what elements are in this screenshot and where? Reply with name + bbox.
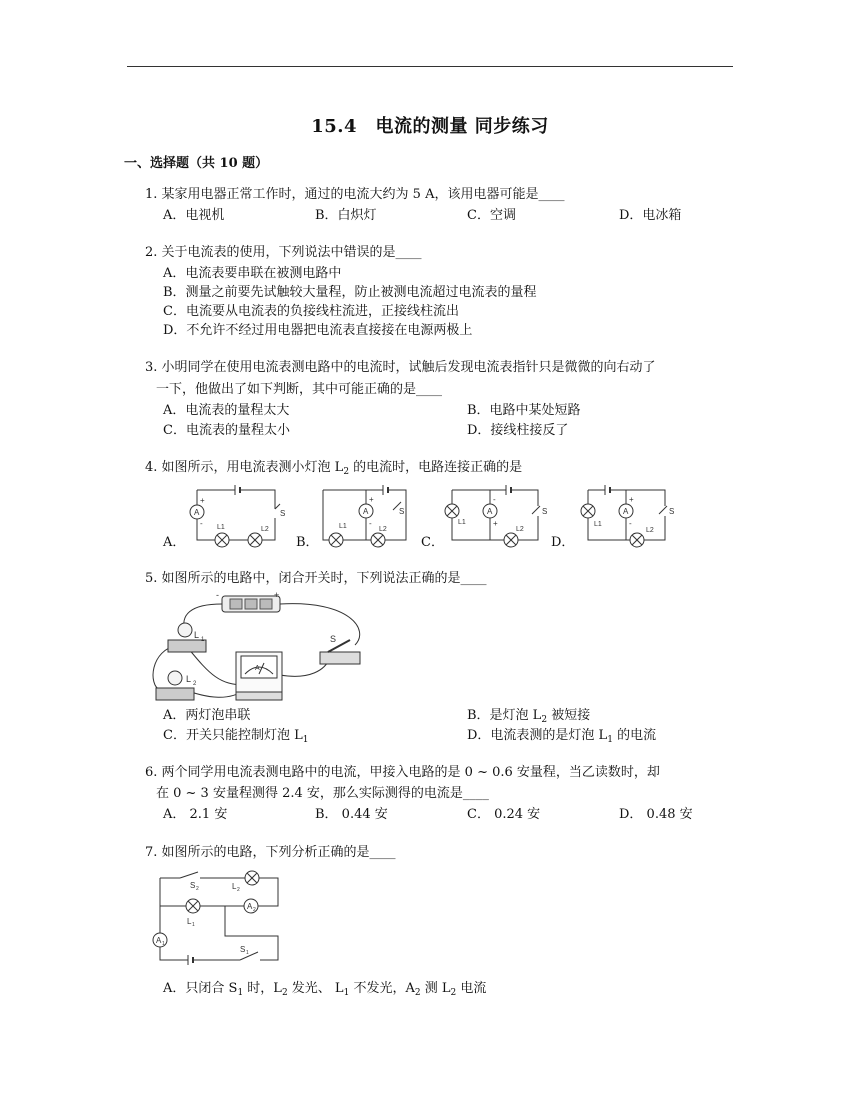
svg-text:L1: L1 (339, 523, 347, 530)
ammeter-label: A (194, 508, 200, 517)
svg-text:L: L (187, 917, 192, 926)
q5-circuit-figure (150, 590, 380, 705)
svg-text:+: + (493, 519, 498, 528)
q6-stem-line1: 6. 两个同学用电流表测电路中的电流，甲接入电路的是 0 ~ 0.6 安量程，当乙读数时，却 (145, 765, 660, 780)
svg-text:L1: L1 (594, 521, 602, 528)
q4-option-a[interactable]: A． (163, 535, 186, 550)
svg-text:A: A (247, 902, 253, 911)
q4-option-b[interactable]: B． (296, 535, 319, 550)
page-title: 15.4 电流的测量 同步练习 (311, 116, 549, 137)
q6-option-c[interactable]: C． 0.24 安 (467, 807, 541, 822)
q3-option-d[interactable]: D．接线柱接反了 (467, 423, 569, 438)
q6-option-d[interactable]: D． 0.48 安 (619, 807, 693, 822)
svg-text:1: 1 (162, 941, 165, 947)
svg-text:2: 2 (253, 907, 256, 913)
svg-text:-: - (369, 519, 372, 528)
q7-stem: 7. 如图所示的电路，下列分析正确的是____ (145, 845, 396, 860)
svg-text:S: S (240, 945, 246, 954)
svg-text:S: S (330, 634, 337, 644)
q3-option-b[interactable]: B．电路中某处短路 (467, 403, 581, 418)
svg-text:L2: L2 (261, 526, 269, 533)
q1-option-b[interactable]: B．白炽灯 (315, 208, 377, 223)
q5-option-b[interactable]: B．是灯泡 $L_2$ 被短接 (467, 708, 591, 725)
svg-text:L1: L1 (458, 519, 466, 526)
svg-text:-: - (216, 590, 219, 600)
q4-stem: 4. 如图所示，用电流表测小灯泡 $L_2$ 的电流时，电路连接正确的是 (145, 460, 523, 477)
svg-text:L: L (232, 882, 237, 891)
section-heading: 一、选择题（共 10 题） (124, 156, 269, 171)
q4-circuit-a (180, 482, 290, 548)
svg-text:L: L (186, 674, 192, 684)
svg-text:+: + (629, 495, 634, 504)
svg-text:A: A (156, 936, 162, 945)
svg-text:L2: L2 (646, 527, 654, 534)
q3-option-a[interactable]: A．电流表的量程太大 (163, 403, 290, 418)
svg-text:+: + (369, 495, 374, 504)
q2-option-a[interactable]: A．电流表要串联在被测电路中 (163, 266, 342, 281)
svg-text:L1: L1 (217, 524, 225, 531)
svg-text:A: A (623, 507, 629, 516)
svg-text:2: 2 (196, 886, 199, 892)
q3-stem-line2: 一下，他做出了如下判断，其中可能正确的是____ (156, 382, 443, 397)
svg-text:S: S (399, 507, 405, 516)
q5-option-d[interactable]: D．电流表测的是灯泡 $L_1$ 的电流 (467, 728, 657, 745)
svg-text:A: A (255, 665, 260, 672)
svg-text:-: - (200, 519, 203, 528)
q6-option-a[interactable]: A． 2.1 安 (163, 807, 228, 822)
q2-option-d[interactable]: D．不允许不经过用电器把电流表直接接在电源两极上 (163, 323, 473, 338)
svg-text:2: 2 (237, 887, 240, 893)
svg-text:A: A (487, 507, 493, 516)
svg-text:+: + (274, 590, 280, 600)
q6-stem-line2: 在 0 ~ 3 安量程测得 2.4 安，那么实际测得的电流是____ (156, 786, 489, 801)
q4-option-d[interactable]: D． (551, 535, 575, 550)
svg-text:-: - (629, 519, 632, 528)
q5-option-a[interactable]: A．两灯泡串联 (163, 708, 251, 723)
q2-stem: 2. 关于电流表的使用，下列说法中错误的是____ (145, 245, 422, 260)
svg-text:S: S (542, 507, 548, 516)
q4-option-c[interactable]: C． (421, 535, 444, 550)
svg-text:S: S (190, 881, 196, 890)
svg-text:1: 1 (246, 950, 249, 956)
svg-text:+: + (200, 496, 205, 505)
q1-stem: 1. 某家用电器正常工作时，通过的电流大约为 5 A，该用电器可能是____ (145, 187, 565, 202)
svg-text:2: 2 (193, 681, 197, 687)
svg-text:L: L (194, 630, 200, 640)
svg-text:L2: L2 (516, 526, 524, 533)
q6-option-b[interactable]: B． 0.44 安 (315, 807, 388, 822)
svg-text:1: 1 (201, 637, 205, 643)
q2-option-c[interactable]: C．电流要从电流表的负接线柱流进，正接线柱流出 (163, 304, 459, 319)
svg-text:-: - (493, 495, 496, 504)
svg-text:1: 1 (192, 922, 195, 928)
q7-circuit-figure (150, 868, 290, 973)
svg-text:S: S (280, 509, 286, 518)
q5-option-c[interactable]: C．开关只能控制灯泡 $L_1$ (163, 728, 309, 745)
q1-option-c[interactable]: C．空调 (467, 208, 516, 223)
q4-circuit-b (321, 482, 411, 548)
q4-circuit-c (446, 482, 546, 548)
q2-option-b[interactable]: B．测量之前要先试触较大量程，防止被测电流超过电流表的量程 (163, 285, 537, 300)
svg-text:A: A (363, 507, 369, 516)
q1-option-d[interactable]: D．电冰箱 (619, 208, 682, 223)
q3-option-c[interactable]: C．电流表的量程太小 (163, 423, 290, 438)
q1-option-a[interactable]: A．电视机 (163, 208, 225, 223)
q3-stem-line1: 3. 小明同学在使用电流表测电路中的电流时，试触后发现电流表指针只是微微的向右动了 (145, 360, 656, 375)
svg-text:S: S (669, 507, 675, 516)
q5-stem: 5. 如图所示的电路中，闭合开关时，下列说法正确的是____ (145, 571, 487, 586)
header-rule (127, 66, 733, 67)
q4-circuit-d (580, 482, 680, 548)
svg-text:L2: L2 (379, 526, 387, 533)
q7-option-a[interactable]: A．只闭合 $S_1$ 时，$L_2$ 发光、 $L_1$ 不发光，$A_2$ 测 $L_2$ 电流 (163, 981, 487, 998)
